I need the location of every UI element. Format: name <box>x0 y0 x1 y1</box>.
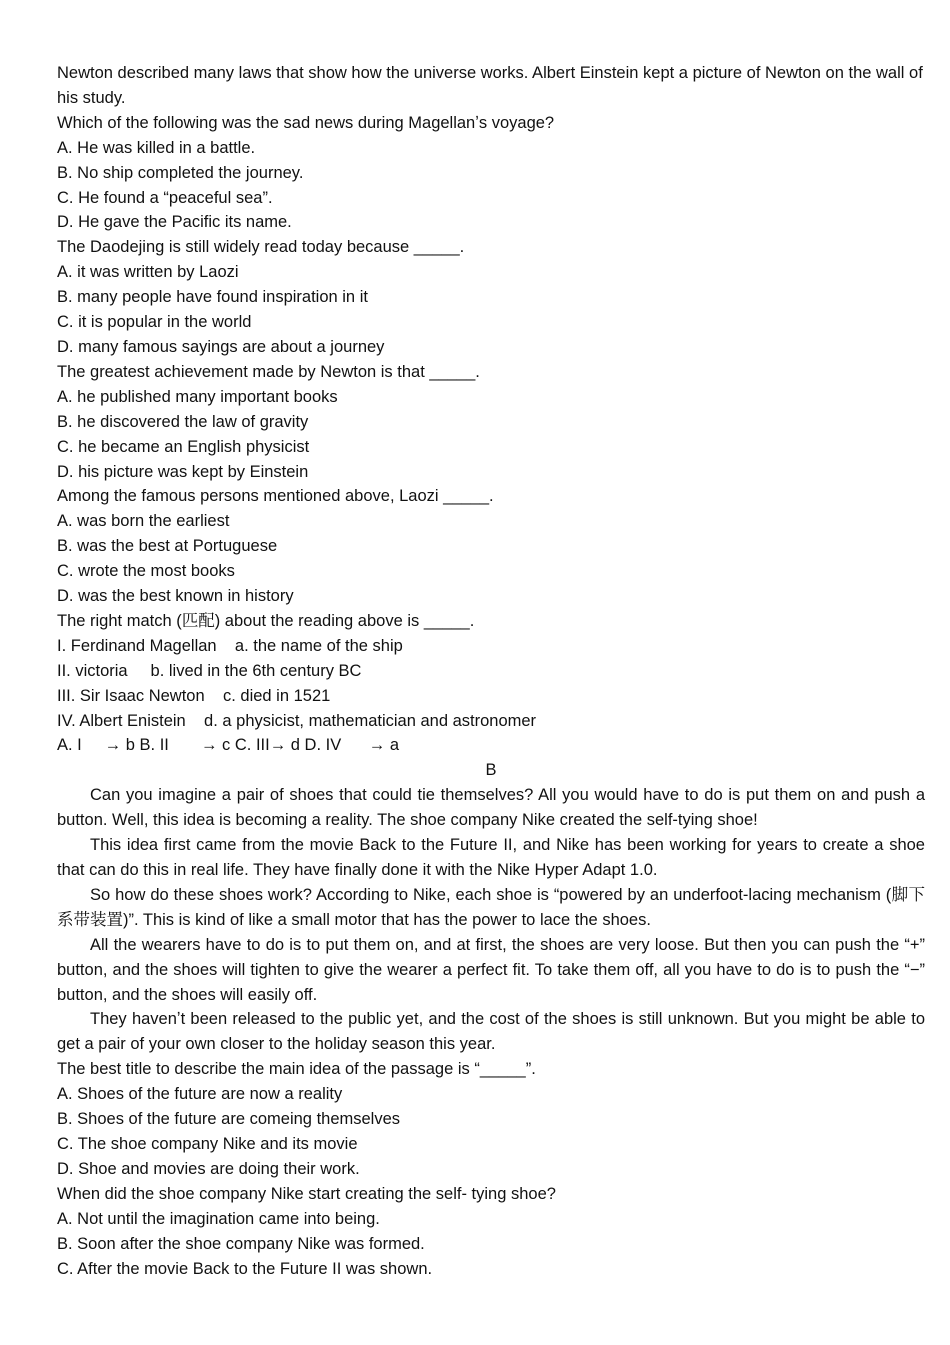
option: B. was the best at Portuguese <box>57 537 278 556</box>
question-stem: Which of the following was the sad news during Magellanʼs voyage? <box>57 113 555 132</box>
option: A. he published many important books <box>57 387 338 406</box>
option: B. Shoes of the future are comeing themselves <box>57 1110 401 1129</box>
option: C. he became an English physicist <box>57 437 310 456</box>
option: D. his picture was kept by Einstein <box>57 462 309 481</box>
section-b-heading: B <box>485 761 497 780</box>
option: C. After the movie Back to the Future II was shown. <box>57 1259 433 1278</box>
question-stem: The best title to describe the main idea of the passage is “_____”. <box>57 1060 536 1079</box>
option: C. He found a “peaceful sea”. <box>57 188 273 207</box>
option: D. He gave the Pacific its name. <box>57 213 292 232</box>
passage-b-paragraph: So how do these shoes work? According to Nike, each shoe is “powered by an underfoot-lacing mechanism (脚下系带装置)”. This is kind of like a small motor that has the power to lace the shoes. <box>57 885 925 929</box>
question-stem: When did the shoe company Nike start creating the self- tying shoe? <box>57 1184 556 1203</box>
option: D. Shoe and movies are doing their work. <box>57 1159 360 1178</box>
match-pair: III. Sir Isaac Newton c. died in 1521 <box>57 686 331 705</box>
option: B. Soon after the shoe company Nike was formed. <box>57 1234 425 1253</box>
passage-b-paragraph: They havenʼt been released to the public yet, and the cost of the shoes is still unknown. But you might be able to get a pair of your own closer to the holiday season this year. <box>57 1010 925 1054</box>
document-page <box>57 61 925 1281</box>
question-stem: The greatest achievement made by Newton is that _____. <box>57 362 480 381</box>
option: A. He was killed in a battle. <box>57 138 256 157</box>
option: D. was the best known in history <box>57 587 294 606</box>
match-pair: IV. Albert Enistein d. a physicist, mathematician and astronomer <box>57 711 537 730</box>
option: C. wrote the most books <box>57 562 235 581</box>
match-pair: I. Ferdinand Magellan a. the name of the ship <box>57 636 403 655</box>
passage-b-paragraph: This idea first came from the movie Back to the Future II, and Nike has been working for years to create a shoe that can do this in real life. They have finally done it with the Nike Hyper Adapt 1.0. <box>57 836 925 879</box>
question-stem: Among the famous persons mentioned above, Laozi _____. <box>57 487 494 506</box>
match-pair: II. victoria b. lived in the 6th century BC <box>57 661 362 680</box>
match-options: A. I → b B. II → c C. III→ d D. IV → a <box>57 736 399 755</box>
question-stem: The Daodejing is still widely read today because _____. <box>57 238 465 257</box>
option: A. Shoes of the future are now a reality <box>57 1085 343 1104</box>
option: B. many people have found inspiration in it <box>57 288 368 307</box>
option: A. it was written by Laozi <box>57 263 239 282</box>
option: C. The shoe company Nike and its movie <box>57 1134 358 1153</box>
option: D. many famous sayings are about a journey <box>57 337 385 356</box>
option: A. Not until the imagination came into being. <box>57 1209 380 1228</box>
passage-a-tail: Newton described many laws that show how the universe works. Albert Einstein kept a picture of Newton on the wall of his study. <box>57 64 923 107</box>
option: C. it is popular in the world <box>57 313 252 332</box>
passage-b-paragraph: All the wearers have to do is to put them on, and at first, the shoes are very loose. But then you can push the “+” button, and the shoes will tighten to give the wearer a perfect fit. To take them off, all you have to do is to push the “−” button, and the shoes will easily off. <box>57 935 925 1004</box>
option: B. he discovered the law of gravity <box>57 412 309 431</box>
match-question-stem: The right match (匹配) about the reading above is _____. <box>57 611 475 630</box>
passage-b-paragraph: Can you imagine a pair of shoes that could tie themselves? All you would have to do is put them on and push a button. Well, this idea is becoming a reality. The shoe company Nike created the self-tying shoe! <box>57 786 925 830</box>
option: A. was born the earliest <box>57 512 230 531</box>
option: B. No ship completed the journey. <box>57 163 304 182</box>
